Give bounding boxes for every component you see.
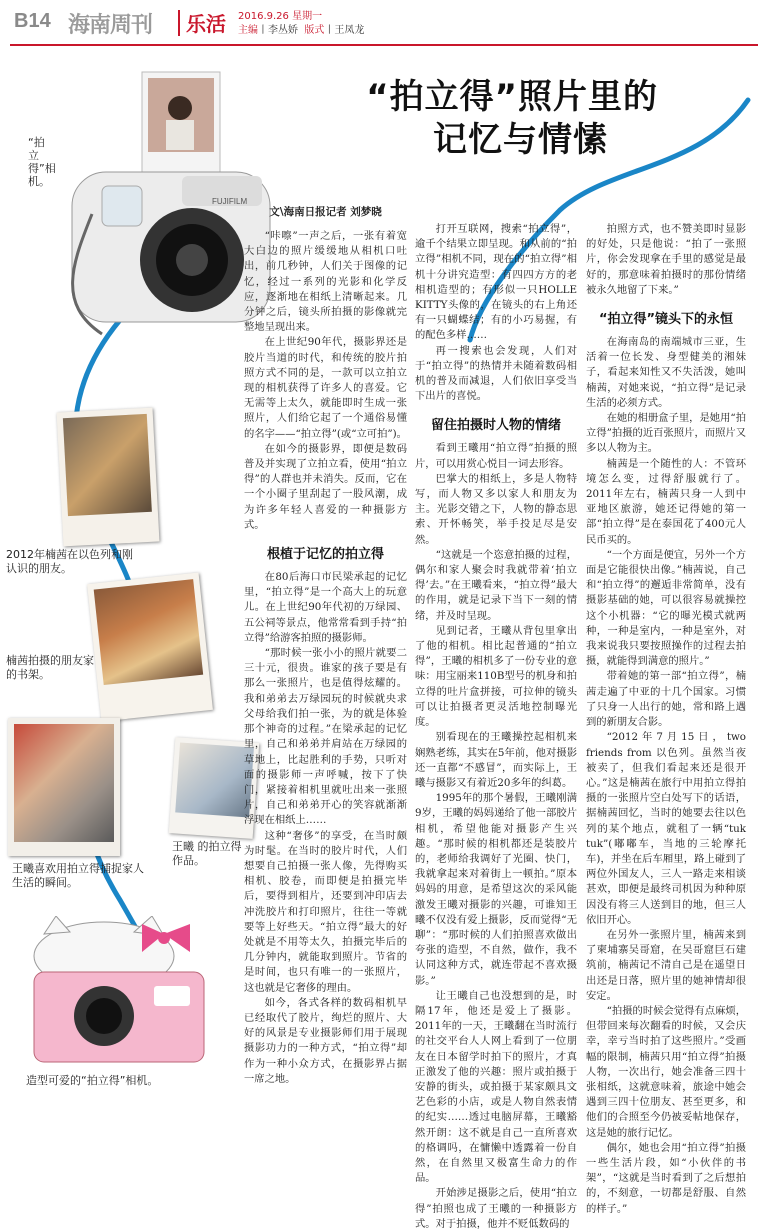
paragraph: “拍摄的时候会觉得有点麻烦，但带回来每次翻看的时候，又会庆幸，幸亏当时拍了这些照片。”受画幅的限制，楠茜只用“拍立得”拍摄人物，一次出行，她会准备三四十张相纸，这就意味着，旅途中她会遇到三四十位朋友、甚至更多，和他们的合照至今仍被妥帖地保存，这是她的旅行记忆。: [586, 1004, 746, 1139]
page-number: B14: [14, 10, 51, 32]
paragraph: 开始涉足摄影之后，使用“拍立得”拍照也成了王曦的一种摄影方式。对于拍摄，他并不贬低数码的: [415, 1187, 577, 1230]
camera-caption: “拍立得”相机。: [28, 136, 56, 188]
paragraph: 让王曦自己也没想到的是，时隔17年，他还是爱上了摄影。2011年的一天，王曦翻在当时流行的社交平台人人网上看到了一位朋友在日本留学时拍下的照片，才真正激发了他的兴趣：照片或拍摄于安静的街头，或拍摄于某家颇具文艺色彩的小店，或是人物自然表情的纪实……透过电脑屏幕，王曦豁然开朗：这不就是自己一直所喜欢的格调吗，在慵懒中透露着一份自然，在自然里又极富生命力的作品。: [415, 989, 577, 1185]
subheading-2: 留住拍摄时人物的情绪: [430, 418, 561, 434]
paragraph: 这种“奢侈”的享受，在当时颇为时髦。在当时的胶片时代，人们想要自己拍摄一张人像，先得购买相机、胶卷，而即便是拍摄完毕后，要得到相片，还要到冲印店去冲洗胶片和打印照片，往往一等就要等上好些天。“拍立得”最大的好处就是不用等太久，拍摄完毕后的几分钟内，就能取到照片。节省的是时间，也只有唯一的一张照片，这也就是它奢侈的理由。: [244, 829, 407, 994]
headline-line2: 记忆与情愫: [433, 120, 608, 160]
paragraph: 在80后海口市民梁承起的记忆里，“拍立得”是一个高大上的玩意儿。在上世纪90年代初的万绿园、五公祠等景点，他常常看到手持“拍立得”给游客拍照的摄影师。: [244, 571, 407, 644]
paragraph: 打开互联网，搜索“拍立得”，逾千个结果立即呈现。和从前的“拍立得”相机不同，现在的“拍立得”相机十分讲究造型：有四四方方的老相机造型的；有形似一只HOLLE KITTY头像的，在镜头的右上角还有一只蝴蝶结；有的小巧易握，有的配色多样……: [415, 223, 577, 342]
paper-name: 海南周刊: [68, 13, 153, 38]
paragraph: 如今，各式各样的数码相机早已经取代了胶片，绚烂的照片、大好的风景是专业摄影师们用于展现摄影功力的一种方式，“拍立得”却作为一种小众方式，在摄影界占据一席之地。: [244, 996, 407, 1085]
header-meta: 2016.9.26 星期一 主编丨李丛娇 版式丨王凤龙: [238, 11, 365, 36]
paragraph: 1995年的那个暑假，王曦刚满9岁，王曦的妈妈递给了他一部胶片相机，希望他能对摄影产生兴趣。“那时候的相机都还是装胶片的，老师给我调好了光圈、快门，我就拿起来对着街上一顿拍。”原本妈妈的用意，是希望这次的采风能激发王曦对摄影的兴趣，可谁知王曦不仅没有爱上摄影，反而觉得“无聊”：“那时候的人们拍照喜欢做出夸张的造型，不自然，做作，我不认同这种方式，就连带起不喜欢摄影。”: [415, 792, 577, 987]
byline: 文\海南日报记者 刘梦晓: [269, 206, 382, 218]
paragraph: 拍照方式，也不赞美即时显影的好处，只是他说：“拍了一张照片，你会发现拿在手里的感觉是最好的，那意味着拍摄时的那份情绪被永久地留了下来。”: [586, 223, 746, 296]
paragraph: 看到王曦用“拍立得”拍摄的照片，可以用赏心悦目一词去形容。: [415, 442, 577, 470]
photo1-caption: 2012年楠茜在以色列和刚认识的朋友。: [6, 548, 133, 575]
hellokitty-camera-image: [14, 916, 224, 1066]
paragraph: 在上世纪90年代，摄影界还是胶片当道的时代，和传统的胶片拍照方式不同的是，一款可以立拍立现的相机获得了许多人的喜爱。它无需等上太久，就能即时生成一张照片，人们给它起了一个通俗易懂的名字——“拍立得”(或“立可拍”)。: [244, 336, 407, 440]
paragraph: 在海南岛的南端城市三亚，生活着一位长发、身型健美的湘妹子，看起来知性又不失活泼，她叫楠茜，对她来说，“拍立得”是记录生活的必须方式。: [586, 336, 746, 409]
paragraph: 偶尔，她也会用“拍立得”拍摄一些生活片段，如“小伙伴的书架”，“这就是当时看到了之后想拍的，不刻意，一切都是舒服、自然的样子。”: [586, 1141, 746, 1215]
article-column-3: [586, 222, 746, 1217]
editor-name: 李丛娇: [268, 25, 298, 36]
polaroid-photo-image-1: [57, 408, 160, 547]
paragraph: “这就是一个恣意拍摄的过程，偶尔和家人聚会时我就带着‘拍立得’去。”在王曦看来，“拍立得”最大的作用，就是记录下当下一刻的情绪，并及时呈现。: [415, 548, 577, 622]
paragraph: 别看现在的王曦操控起相机来娴熟老练，其实在5年前，他对摄影还一直都“不感冒”，而实际上，王曦与摄影又有着近20多年的纠葛。: [415, 731, 577, 789]
paragraph: 在如今的摄影界，即便是数码普及并实现了立拍立看，使用“拍立得”的人群也并未消失。反而，它在一个小圈子里刮起了一股风潮，成为许多年轻人喜爱的一种摄影方式。: [244, 442, 407, 531]
photo2-caption: 楠茜拍摄的朋友家的书架。: [6, 654, 94, 681]
svg-text:FUJIFILM: FUJIFILM: [212, 197, 248, 206]
paragraph: “2012年7月15日，two friends from 以色列。虽然当夜被卖了，但我们看起来还是很开心。”这是楠茜在旅行中用拍立得拍摄的一张照片空白处写下的话语，据楠茜回忆，当时的她要去往以色列的某个地点，就租了一辆“tuk tuk”(嘟嘟车，当地的三轮摩托车)，并坐在后车厢里，路上碰到了两位外国友人，三人一路走来相谈甚欢，即便是最终司机因为种种原因没有将三人送到目的地，但三人依旧开心。: [586, 731, 746, 926]
paragraph: 带着她的第一部“拍立得”，楠茜走遍了中亚的十几个国家。习惯了只身一人出行的她，常和路上遇到的新朋友合影。: [586, 670, 746, 729]
photo4-caption: 王曦喜欢用拍立得捕捉家人生活的瞬间。: [12, 862, 144, 889]
paragraph: 在另外一张照片里，楠茜来到了柬埔寨吴哥窟，在吴哥窟巨石建筑前，楠茜记不清自己是在遥望日出还是日落，照片里的她神情却很安定。: [586, 928, 746, 1002]
paragraph: “一个方面是便宜，另外一个方面是它能很快出像。”楠茜说，自己和“拍立得”的邂逅非常简单，没有摄影基础的她，可以很容易就操控这个小机器：“它的曝光模式就两种，一种是室内，一种是室外，对我来说我只要按照操作的过程去拍摄，就能得到满意的照片。”: [586, 548, 746, 668]
paragraph: “咔嚓”一声之后，一张有着宽大白边的照片缓缓地从相机口吐出，前几秒钟，人们关于图像的记忆，经过一系列的光影和化学反应，逐渐地在相纸上清晰起来。几分钟之后，镜头所拍摄的影像就完整地呈现出来。: [244, 230, 407, 334]
paragraph: 见到记者，王曦从背包里拿出了他的相机。相比起普通的“拍立得”，王曦的相机多了一份专业的意味：用宝丽来110B型号的机身和拍立得的吐片盒拼接，可拉伸的镜头可以让拍摄者更灵活地控制曝光度。: [415, 624, 577, 729]
article-column-1: [244, 204, 407, 1087]
layout-name: 王凤龙: [334, 25, 365, 36]
paragraph: 在她的相册盒子里，是她用“拍立得”拍摄的近百张照片，而照片又多以人物为主。: [586, 412, 746, 455]
polaroid-photo-image-2: [87, 573, 213, 722]
subheading-3: “拍立得”镜头下的永恒: [598, 312, 734, 328]
paragraph: 巴掌大的相纸上，多是人物特写，而人物又多以家人和朋友为主。光影交错之下，人物的静态思索、开怀畅笑，举手投足尽是安然。: [415, 472, 577, 546]
paragraph: “那时候一张小小的照片就要二三十元，很贵。谁家的孩子要是有那么一张照片，也是值得炫耀的。我和弟弟去万绿园玩的时候就央求父母给我们拍一张，为的就是体验那个神奇的过程。”在梁承起的记忆里，自己和弟弟并肩站在万绿园的草地上，比起胜利的手势，只听对面的摄影师一声呼喊，按下了快门，紧接着相机里就吐出来一张照片，自己和弟弟开心的笑容就渐渐浮现在相纸上……: [244, 647, 407, 827]
headline-line1: “拍立得”照片里的: [366, 77, 658, 117]
issue-date: 2016.9.26 星期一: [238, 11, 323, 22]
section-name: 乐活: [186, 12, 226, 36]
subheading-1: 根植于记忆的拍立得: [266, 547, 384, 563]
paragraph: 再一搜索也会发现，人们对于“拍立得”的热情并未随着数码相机的普及而减退，人们依旧享受当下出片的喜悦。: [415, 344, 577, 403]
photo3-caption: 王曦 的拍立得作品。: [172, 840, 242, 867]
polaroid-photo-image-4: [8, 718, 120, 856]
editor-label: 主编: [238, 25, 258, 36]
layout-label: 版式: [304, 25, 325, 36]
hellokitty-caption: 造型可爱的“拍立得”相机。: [26, 1074, 159, 1087]
paragraph: 楠茜是一个随性的人：不管环境怎么变，过得舒服就行了。2011年左右，楠茜只身一人到中亚地区旅游，她还记得她的第一部“拍立得”是在泰国花了400元人民币买的。: [586, 457, 746, 546]
headline: [268, 76, 658, 162]
article-column-2: [415, 222, 577, 1232]
